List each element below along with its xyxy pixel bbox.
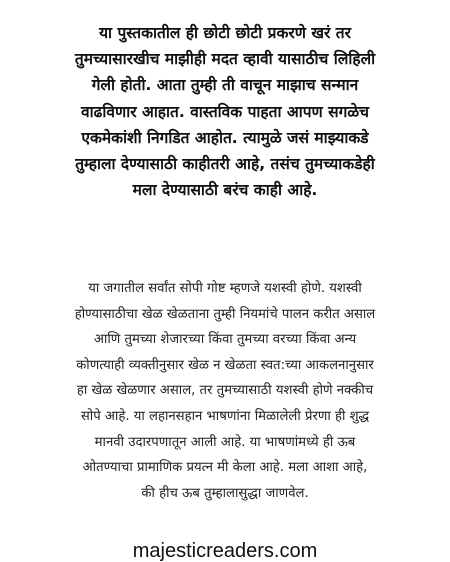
body-line: की हीच ऊब तुम्हालासुद्धा जाणवेल. [141,485,309,501]
website-watermark: majesticreaders.com [132,540,318,562]
body-line: कोणत्याही व्यक्तीनुसार खेळ न खेळता स्वत:च्या आकलनानुसार [76,357,374,373]
intro-line: वाढविणार आहात. वास्तविक पाहता आपण सगळेच [81,102,369,121]
body-line: या जगातील सर्वांत सोपी गोष्ट म्हणजे यशस्वी होणे. यशस्वी [88,281,362,296]
intro-line: या पुस्तकातील ही छोटी छोटी प्रकरणे खरं तर [99,24,351,42]
body-line: हा खेळ खेळणार असाल, तर तुमच्यासाठी यशस्वी होणे नक्कीच [76,383,374,399]
body-line: होण्यासाठीचा खेळ खेळताना तुम्ही नियमांचे पालन करीत असाल [74,306,376,322]
intro-line: तुम्हाला देण्यासाठी काहीतरी आहे, तसंच तुमच्याकडेही [75,155,375,174]
intro-line: गेली होती. आता तुम्ही ती वाचून माझाच सन्मान [91,76,359,95]
intro-line: एकमेकांशी निगडित आहोत. त्यामुळे जसं माझ्याकडे [81,128,369,147]
body-paragraph [8,276,442,506]
intro-line: मला देण्यासाठी बरंच काही आहे. [132,181,318,200]
body-line: ओतण्याचा प्रामाणिक प्रयत्न मी केला आहे. मला आशा आहे, [82,460,368,476]
intro-line: तुमच्यासारखीच माझीही मदत व्हावी यासाठीच लिहिली [74,50,376,69]
body-line: आणि तुमच्या शेजारच्या किंवा तुमच्या वरच्या किंवा अन्य [93,332,357,348]
intro-paragraph [16,20,434,203]
body-line: सोपे आहे. या लहानसहान भाषणांना मिळालेली प्रेरणा ही शुद्ध [80,408,370,424]
body-line: मानवी उदारपणातून आली आहे. या भाषणांमध्ये ही ऊब [94,434,356,450]
